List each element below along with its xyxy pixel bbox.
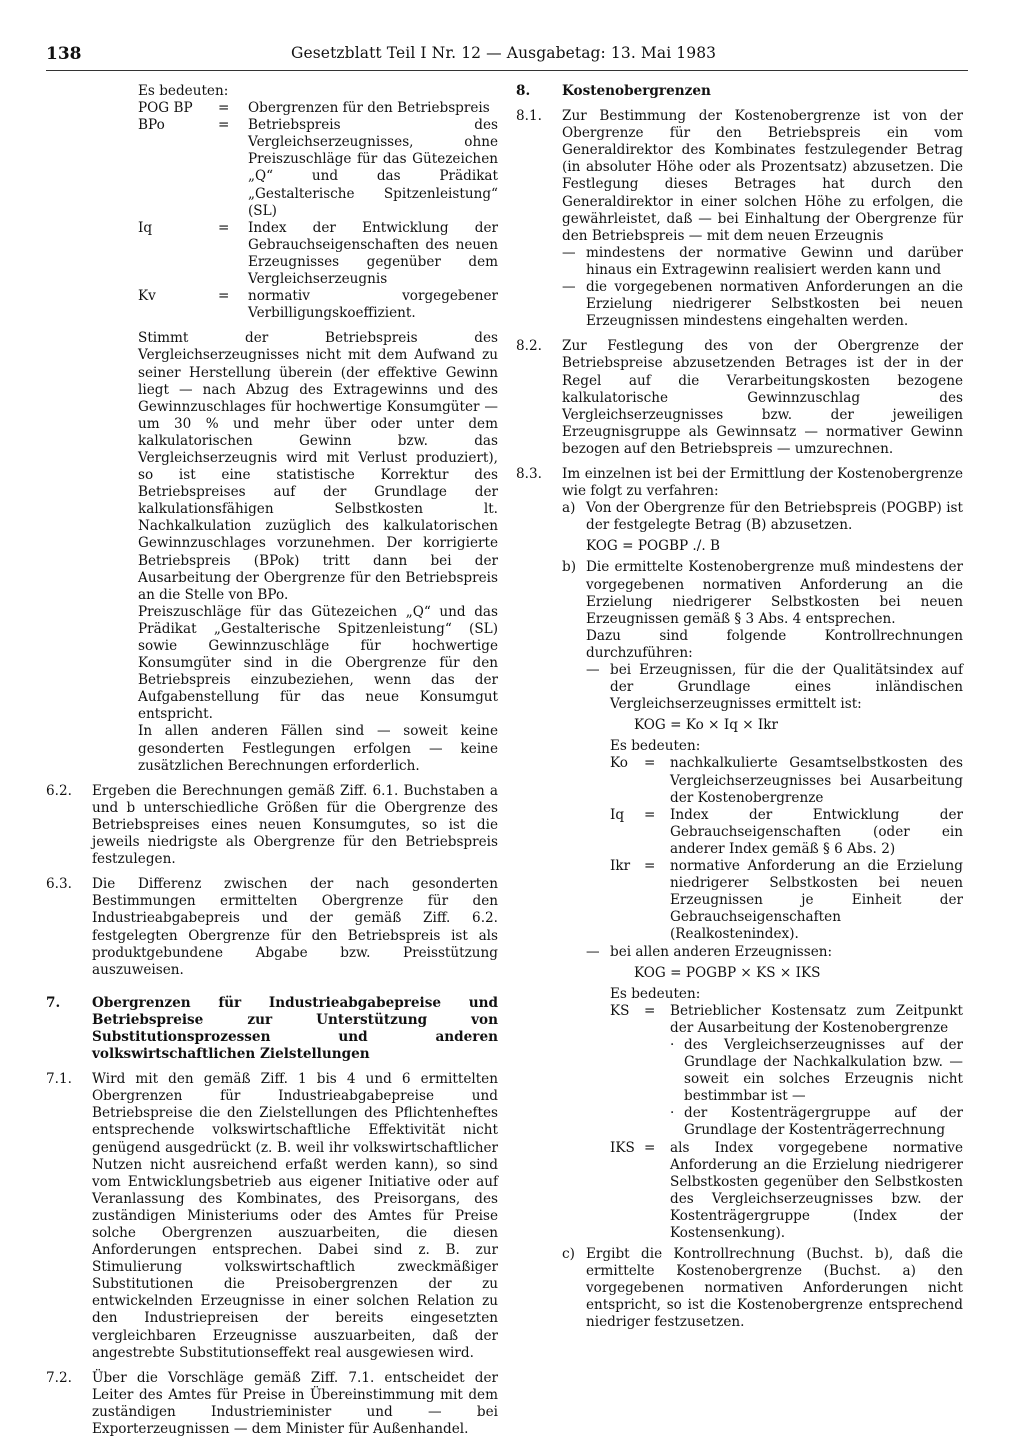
gazette-title: Gesetzblatt Teil I Nr. 12 — Ausgabetag: 13. Mai 1983 bbox=[291, 44, 717, 62]
definition-list bbox=[610, 1003, 963, 1242]
def-desc: nachkalkulierte Gesamtselbstkosten des Vergleichserzeugnisses bei Ausarbeitung der Kostenobergrenze bbox=[670, 755, 963, 806]
item-text: Dazu sind folgende Kontrollrechnungen durchzuführen: bbox=[586, 627, 963, 661]
definition-list bbox=[610, 755, 963, 943]
dash-text: mindestens der normative Gewinn und darüber hinaus ein Extragewinn realisiert werden kann und bbox=[586, 244, 963, 278]
paragraph-stimmt: Stimmt der Betriebspreis des Vergleichserzeugnisses nicht mit dem Aufwand zu seiner Herstellung überein (der effektive Gewinn liegt — nach Abzug des Extragewinns und des Gewinnzuschlages für hochwertige Konsumgüter — um 30 % und mehr über oder unter dem kalkulatorischen Gewinn bzw. das Vergleichserzeugnis wird mit Verlust produziert), so ist eine statistische Korrektur des Betriebspreises auf der Grundlage der kalkulationsfähigen Selbstkosten lt. Nachkalkulation zuzüglich des kalkulatorischen Gewinnzuschlages vorzunehmen. Der korrigierte Betriebspreis (BPok) tritt dann bei der Ausarbeitung der Obergrenze für den Betriebspreis an die Stelle von BPo. bbox=[138, 330, 498, 603]
dot-item: · der Kostenträgergruppe auf der Grundlage der Kostenträgerrechnung bbox=[670, 1105, 963, 1139]
item-text: Ergibt die Kontrollrechnung (Buchst. b), daß die ermittelte Kostenobergrenze (Buchst. a) den vorgegebenen normativen Anforderungen nicht entspricht, so ist die Kostenobergrenze entsprechend niedriger festzusetzen. bbox=[586, 1246, 963, 1331]
formula-kog-2: KOG = POGBP × KS × IKS bbox=[634, 964, 821, 981]
section-title: Obergrenzen für Industrieabgabepreise und Betriebspreise zur Unterstützung von Substitutionsprozessen und anderen volkswirtschaftlichen Zielstellungen bbox=[92, 994, 498, 1063]
def-eq: = bbox=[218, 100, 230, 117]
defs-intro: Es bedeuten: bbox=[610, 738, 701, 755]
dot-item: · des Vergleichserzeugnisses auf der Grundlage der Nachkalkulation bzw. — soweit ein solches Erzeugnis nicht bestimmbar ist — bbox=[670, 1036, 963, 1105]
section-text: Über die Vorschläge gemäß Ziff. 7.1. entscheidet der Leiter des Amtes für Preise in Übereinstimmung mit dem zuständigen Industrieminister und — bei Exporterzeugnissen — dem Minister für Außenhandel. bbox=[92, 1369, 498, 1438]
item-text: Die ermittelte Kostenobergrenze muß mindestens der vorgegebenen normativen Anforderung an die Erzielung niedrigerer Selbstkosten bei neuen Erzeugnissen gemäß § 3 Abs. 4 entsprechen. bbox=[586, 559, 963, 627]
def-term: Iq bbox=[138, 219, 153, 236]
def-desc: Index der Entwicklung der Gebrauchseigenschaften (oder ein anderer Index gemäß § 6 Abs. 2) bbox=[670, 806, 963, 857]
def-term: POG BP bbox=[138, 100, 193, 117]
item-label: c) bbox=[562, 1246, 575, 1263]
section-number: 6.2. bbox=[46, 782, 72, 799]
section-8-3 bbox=[516, 466, 963, 1332]
section-text: Im einzelnen ist bei der Ermittlung der Kostenobergrenze wie folgt zu verfahren: bbox=[562, 465, 963, 500]
dot-text: der Kostenträgergruppe auf der Grundlage der Kostenträgerrechnung bbox=[684, 1105, 963, 1139]
section-7-heading bbox=[46, 995, 498, 1063]
item-label: b) bbox=[562, 559, 577, 576]
item-c bbox=[562, 1246, 963, 1331]
section-number: 7.1. bbox=[46, 1071, 72, 1088]
section-7-2 bbox=[46, 1370, 498, 1438]
item-a bbox=[562, 500, 963, 559]
item-b bbox=[562, 559, 963, 1242]
page-header bbox=[46, 44, 968, 70]
defs-intro: Es bedeuten: bbox=[138, 83, 229, 99]
item-text: Von der Obergrenze für den Betriebspreis (POGBP) ist der festgelegte Betrag (B) abzusetzen. bbox=[586, 500, 963, 534]
def-term: KS bbox=[610, 1002, 630, 1019]
def-eq: = bbox=[218, 288, 230, 305]
def-eq: = bbox=[218, 219, 230, 236]
section-8-2 bbox=[516, 338, 963, 458]
def-term: Iq bbox=[610, 806, 625, 823]
section-number: 7. bbox=[46, 994, 61, 1011]
section-6-3 bbox=[46, 876, 498, 979]
def-desc: Betrieblicher Kostensatz zum Zeitpunkt der Ausarbeitung der Kostenobergrenze bbox=[670, 1002, 963, 1036]
def-term: Ikr bbox=[610, 858, 631, 875]
section-7-1 bbox=[46, 1071, 498, 1362]
definition-list bbox=[138, 100, 498, 322]
dash-item: — bei Erzeugnissen, für die der Qualitätsindex auf der Grundlage eines inländischen Vergleichserzeugnisses ermittelt ist: KOG = Ko × Iq × Ikr Es bedeuten: Ko = nachkalkulierte Gesamtselbstkosten des Vergleichserzeugnisses bei Ausarbeitung der Kostenobergrenze Iq = Index der Entwicklung der Gebrauchseigenschaften (oder ein anderer Index gemäß § 6 Abs. 2) Ikr = normative Anforderung an die Erzielung niedrigerer Selbstkosten bei neuen Erzeugnissen je Einheit der Gebrauchseigenschaften (Realkostenindex). bbox=[586, 662, 963, 943]
section-text: Ergeben die Berechnungen gemäß Ziff. 6.1. Buchstaben a und b unterschiedliche Größen für die Obergrenze des Betriebspreises eines neuen Konsumgutes, so ist die jeweils niedrigste als Obergrenze für den Betriebspreis festzulegen. bbox=[92, 782, 498, 868]
item-label: a) bbox=[562, 500, 576, 517]
right-column bbox=[516, 83, 963, 1332]
dash-item: — bei allen anderen Erzeugnissen: KOG = POGBP × KS × IKS Es bedeuten: KS = Betrieblicher Kostensatz zum Zeitpunkt der Ausarbeitung der Kostenobergrenze · des Vergleichserzeugnisses auf der Grundlage der Nachkalkulation bzw. — soweit ein solches Erzeugnis nicht bestimmbar ist — · der Kostenträgergruppe auf der Grundlage der Kostenträgerrechnung IKS = als Index vorgegebene normative Anforderung an die Erzielung niedrigerer Selbstkosten gegenüber den Selbstkosten des Vergleichserzeugnisses bzw. der Kostenträgergruppe (Index der Kostensenkung). bbox=[586, 943, 963, 1241]
paragraph-allen-anderen: In allen anderen Fällen sind — soweit keine gesonderten Festlegungen erfolgen — keine zusätzlichen Berechnungen erforderlich. bbox=[138, 723, 498, 774]
section-number: 8.3. bbox=[516, 465, 542, 482]
dash-item: — die vorgegebenen normativen Anforderungen an die Erzielung niedrigerer Selbstkosten bei neuen Erzeugnissen mindestens eingehalten werden. bbox=[562, 279, 963, 330]
def-eq: = bbox=[644, 1002, 656, 1019]
def-desc: Obergrenzen für den Betriebspreis bbox=[248, 100, 490, 117]
section-title: Kostenobergrenzen bbox=[562, 83, 711, 99]
section-text: Zur Bestimmung der Kostenobergrenze ist von der Obergrenze für den Betriebspreis ein vom Generaldirektor des Kombinates festzulegender Betrag (in absoluter Höhe oder als Prozentsatz) abzusetzen. Die Festlegung dieses Betrages hat durch den Generaldirektor in einer solchen Höhe zu erfolgen, die gewährleistet, daß — bei Einhaltung der Obergrenze für den Betriebspreis — mit dem neuen Erzeugnis bbox=[562, 108, 963, 244]
paragraph-preiszuschlaege: Preiszuschläge für das Gütezeichen „Q“ und das Prädikat „Gestalterische Spitzenleistung“ (SL) sowie Gewinnzuschläge für hochwertige Konsumgüter sind in die Obergrenze für den Betriebspreis einzubeziehen, wenn das der Aufgabenstellung für das neue Konsumgut entspricht. bbox=[138, 603, 498, 723]
dash-text: bei Erzeugnissen, für die der Qualitätsindex auf der Grundlage eines inländischen Vergleichserzeugnisses ermittelt ist: bbox=[610, 662, 963, 713]
def-eq: = bbox=[644, 806, 656, 823]
header-rule bbox=[46, 70, 968, 71]
def-desc: Betriebspreis des Vergleichserzeugnisses, ohne Preiszuschläge für das Gütezeichen „Q“ und das Prädikat „Gestalterische Spitzenleistung“ (SL) bbox=[248, 117, 498, 219]
section-text: Zur Festlegung des von der Obergrenze der Betriebspreise abzusetzenden Betrages ist der in der Regel auf die Verarbeitungskosten bezogene kalkulatorische Gewinnzuschlag des Vergleichserzeugnisses bzw. der jeweiligen Erzeugnisgruppe als Gewinnsatz — normativer Gewinn bezogen auf den Betriebspreis — umzurechnen. bbox=[562, 338, 963, 457]
def-term: Kv bbox=[138, 288, 156, 305]
formula-kog-1: KOG = Ko × Iq × Ikr bbox=[634, 717, 779, 734]
page-number: 138 bbox=[46, 44, 82, 64]
def-eq: = bbox=[644, 858, 656, 875]
formula-kog-a: KOG = POGBP ./. B bbox=[586, 538, 720, 555]
section-text: Wird mit den gemäß Ziff. 1 bis 4 und 6 ermittelten Obergrenzen für Industrieabgabepreise und Betriebspreise die den Zielstellungen des Pflichtenheftes entsprechende volkswirtschaftliche Effektivität nicht genügend ausgedrückt (z. B. weil ihr volkswirtschaftlicher Nutzen nicht ausreichend erfaßt werden kann), so sind vom Entwicklungsbetrieb aus eigener Initiative oder auf Veranlassung des Kombinates, des Preisorgans, des zuständigen Ministeriums oder des Amtes für Preise solche Obergrenzen auszuarbeiten, die diesen Anforderungen entsprechen. Dabei sind z. B. zur Stimulierung volkswirtschaftlich zweckmäßiger Substitutionen die Preisobergrenzen der zu entwickelnden Erzeugnisse in einer solchen Relation zu den Industriepreisen der bereits eingesetzten vergleichbaren Erzeugnisse auszuarbeiten, daß der angestrebte Substitutionseffekt real ausgewiesen wird. bbox=[92, 1071, 498, 1361]
def-desc: als Index vorgegebene normative Anforderung an die Erzielung niedrigerer Selbstkosten gegenüber den Selbstkosten des Vergleichserzeugnisses bzw. der Kostenträgergruppe (Index der Kostensenkung). bbox=[670, 1139, 963, 1241]
section-number: 8.2. bbox=[516, 338, 542, 355]
section-number: 7.2. bbox=[46, 1369, 72, 1386]
def-term: Ko bbox=[610, 755, 628, 772]
section-8-heading bbox=[516, 83, 963, 100]
defs-intro: Es bedeuten: bbox=[610, 985, 701, 1002]
left-column bbox=[46, 83, 498, 1438]
section-number: 6.3. bbox=[46, 876, 72, 893]
def-desc: Index der Entwicklung der Gebrauchseigenschaften des neuen Erzeugnisses gegenüber dem Vergleichserzeugnis bbox=[248, 219, 498, 288]
section-text: Die Differenz zwischen der nach gesonderten Bestimmungen ermittelten Obergrenze für den Industrieabgabepreis und der gemäß Ziff. 6.2. festgelegten Obergrenze für den Betriebspreis ist als produktgebundene Abgabe bzw. Preisstützung auszuweisen. bbox=[92, 876, 498, 978]
section-8-1 bbox=[516, 108, 963, 330]
def-eq: = bbox=[644, 755, 656, 772]
dash-text: die vorgegebenen normativen Anforderungen an die Erzielung niedrigerer Selbstkosten bei neuen Erzeugnissen mindestens eingehalten werden. bbox=[586, 279, 963, 330]
section-6-2 bbox=[46, 783, 498, 868]
def-eq: = bbox=[644, 1139, 656, 1156]
dash-item: — mindestens der normative Gewinn und darüber hinaus ein Extragewinn realisiert werden kann und bbox=[562, 244, 963, 278]
section-number: 8.1. bbox=[516, 108, 542, 125]
def-term: BPo bbox=[138, 117, 165, 134]
dash-text: bei allen anderen Erzeugnissen: bbox=[610, 943, 833, 960]
def-desc: normativ vorgegebener Verbilligungskoeffizient. bbox=[248, 288, 498, 322]
section-number: 8. bbox=[516, 83, 531, 99]
def-term: IKS bbox=[610, 1139, 635, 1156]
dot-text: des Vergleichserzeugnisses auf der Grundlage der Nachkalkulation bzw. — soweit ein solches Erzeugnis nicht bestimmbar ist — bbox=[684, 1036, 963, 1105]
def-desc: normative Anforderung an die Erzielung niedrigerer Selbstkosten bei neuen Erzeugnissen je Einheit der Gebrauchseigenschaften (Realkostenindex). bbox=[670, 858, 963, 943]
def-eq: = bbox=[218, 117, 230, 134]
